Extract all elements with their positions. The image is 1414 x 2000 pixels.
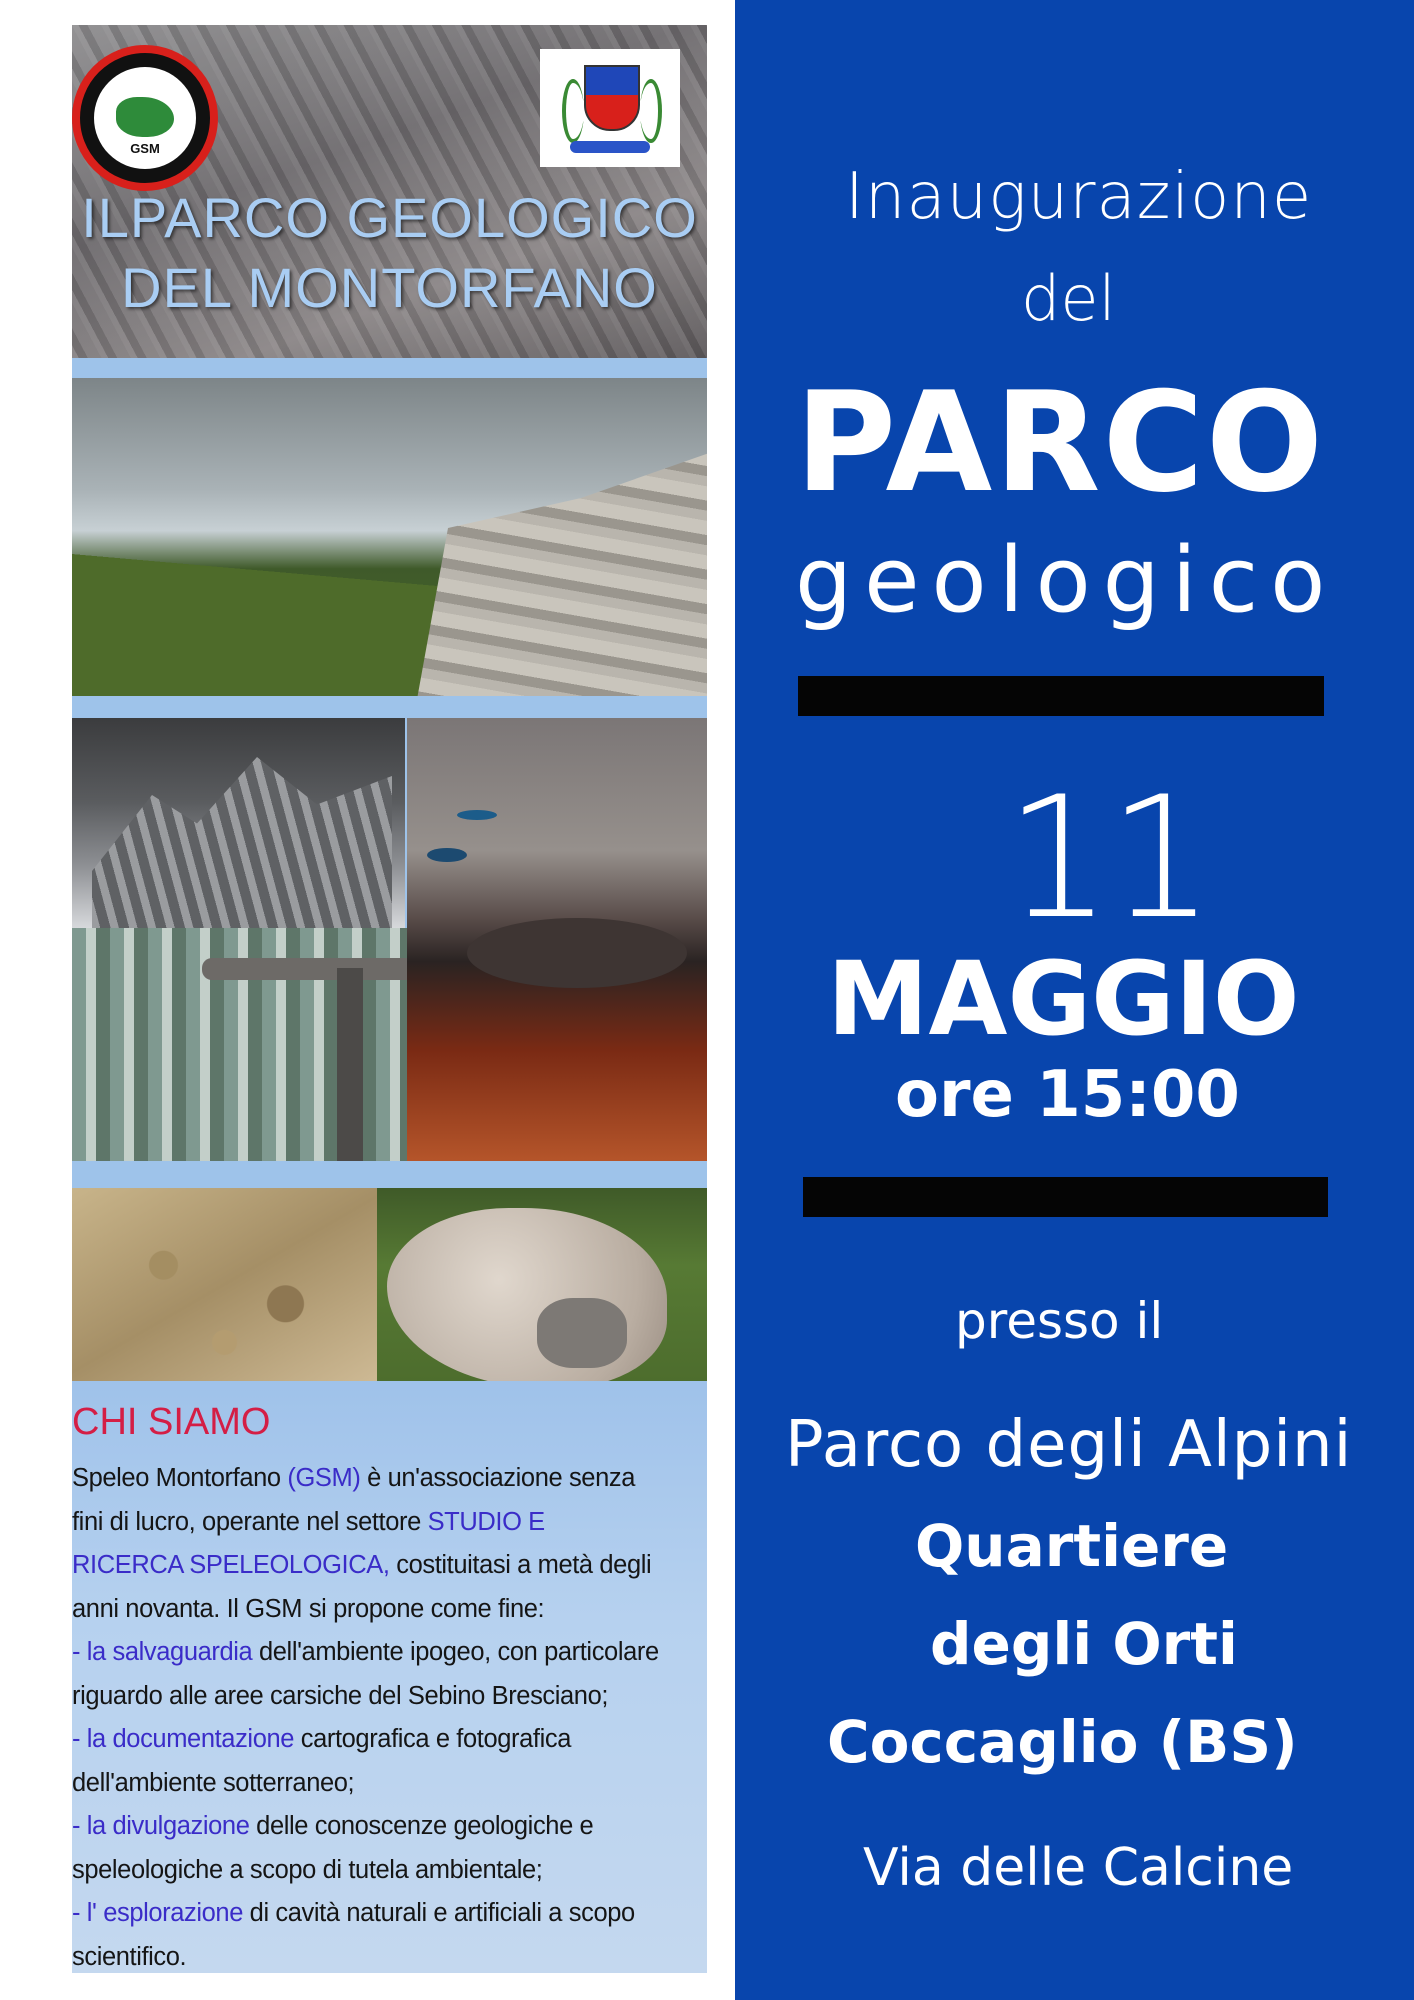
crocodile-mascot-icon [116, 97, 174, 137]
chi-siamo-text: scientifico. [72, 1942, 187, 1971]
chi-siamo-line [72, 1501, 707, 1545]
municipal-coat-of-arms-icon [540, 49, 680, 167]
quartiere-line-2: degli Orti [930, 1610, 1238, 1678]
chi-siamo-text: è un'associazione senza [360, 1464, 635, 1492]
chi-siamo-text: delle conoscenze geologiche e [249, 1812, 594, 1840]
divider-bar-bottom [803, 1177, 1328, 1217]
chi-siamo-line [72, 1457, 707, 1501]
photo-valley-cliff [72, 378, 707, 696]
photo-fossil-rock [72, 1188, 377, 1381]
chi-siamo-line [72, 1631, 707, 1675]
chi-siamo-highlight: STUDIO E [427, 1507, 545, 1536]
chi-siamo-text: anni novanta. Il GSM si propone come fine: [72, 1594, 545, 1623]
photo-boulder [377, 1188, 707, 1381]
chi-siamo-text: fini di lucro, operante nel settore [72, 1507, 428, 1536]
announcement-panel [735, 0, 1414, 2000]
chi-siamo-highlight: (GSM) [287, 1464, 361, 1492]
chi-siamo-line [72, 1892, 707, 1936]
chi-siamo-text: dell'ambiente ipogeo, con particolare [252, 1638, 659, 1666]
presso-label: presso il [955, 1292, 1164, 1350]
event-month: MAGGIO [827, 940, 1300, 1059]
chi-siamo-highlight: RICERCA SPELEOLOGICA, [72, 1551, 390, 1579]
banner-title-line1: ILPARCO GEOLOGICO [81, 186, 698, 249]
chi-siamo-text: dell'ambiente sotterraneo; [72, 1768, 355, 1797]
chi-siamo-line [72, 1675, 707, 1719]
street-address: Via delle Calcine [863, 1838, 1294, 1898]
heading-inaugurazione: Inaugurazione [845, 160, 1313, 234]
event-day: 11 [1005, 760, 1211, 956]
chi-siamo-line [72, 1544, 707, 1588]
quartiere-line-1: Quartiere [915, 1512, 1229, 1580]
chi-siamo-text: di cavità naturali e artificiali a scopo [243, 1899, 635, 1927]
chi-siamo-highlight: - la salvaguardia [72, 1638, 253, 1666]
chi-siamo-highlight: - l' esplorazione [72, 1899, 243, 1927]
chi-siamo-highlight: - la divulgazione [72, 1812, 250, 1840]
quartiere-line-3: Coccaglio (BS) [827, 1708, 1298, 1776]
chi-siamo-text: speleologiche a scopo di tutela ambientale; [72, 1855, 543, 1884]
chi-siamo-title: CHI SIAMO [72, 1401, 271, 1443]
heading-parco: PARCO [795, 362, 1326, 523]
chi-siamo-highlight: - la documentazione [72, 1725, 295, 1753]
divider-bar-top [798, 676, 1324, 716]
gsm-logo-text: GSM [130, 141, 160, 156]
photo-mountain-peak [72, 718, 405, 928]
chi-siamo-text: cartografica e fotografica [294, 1725, 571, 1753]
chi-siamo-text: riguardo alle aree carsiche del Sebino Bresciano; [72, 1681, 609, 1710]
gsm-logo-icon [72, 45, 218, 191]
heading-geologico: geologico [795, 528, 1338, 633]
chi-siamo-body [72, 1457, 707, 1973]
photo-volcano-crater [407, 718, 707, 1161]
banner-header [72, 25, 707, 358]
chi-siamo-line [72, 1718, 707, 1762]
hammer-icon [202, 958, 407, 980]
chi-siamo-line [72, 1849, 707, 1893]
chi-siamo-line [72, 1762, 707, 1806]
chi-siamo-line [72, 1936, 707, 1974]
chi-siamo-text: costituitasi a metà degli [389, 1551, 652, 1579]
banner-title-line2: DEL MONTORFANO [121, 256, 658, 319]
poster-banner [72, 25, 707, 1973]
heading-del: del [1021, 262, 1116, 335]
chi-siamo-line [72, 1588, 707, 1632]
location-name: Parco degli Alpini [785, 1408, 1353, 1482]
chi-siamo-line [72, 1805, 707, 1849]
event-time: ore 15:00 [895, 1058, 1240, 1132]
chi-siamo-text: Speleo Montorfano [72, 1464, 288, 1492]
chi-siamo-section [72, 1381, 707, 1973]
photo-rock-hammer [72, 928, 407, 1161]
